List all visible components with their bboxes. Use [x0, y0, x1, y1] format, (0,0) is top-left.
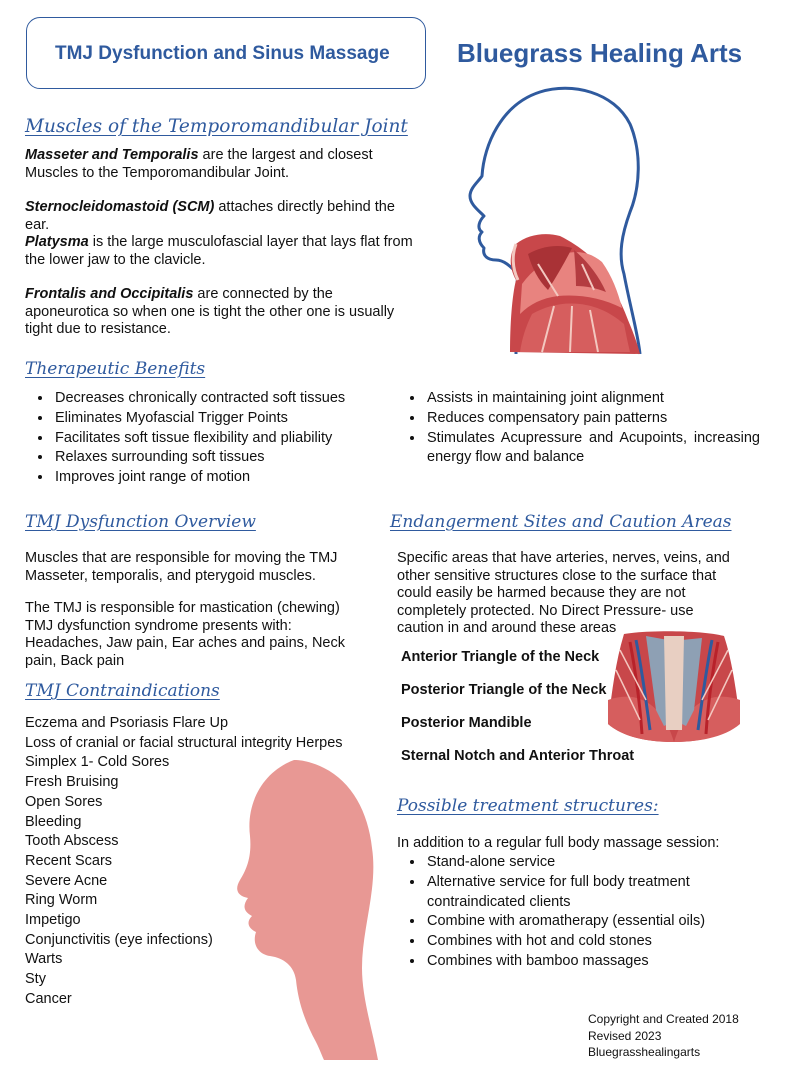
overview-paragraph-1: Muscles that are responsible for moving the TMJ Masseter, temporalis, and pterygoid muscles. [25, 550, 338, 584]
masseter-paragraph: Masseter and Temporalis are the largest and closest Muscles to the Temporomandibular Joint. [25, 147, 373, 181]
treatment-intro: In addition to a regular full body massage session: [397, 835, 720, 851]
overview-paragraph-2: The TMJ is responsible for mastication (chewing) TMJ dysfunction syndrome presents with: Headaches, Jaw pain, Ear aches and pains, Neck pain, Back pain [25, 600, 345, 669]
scm-term: Sternocleidomastoid (SCM) [25, 199, 215, 215]
treatment-heading: Possible treatment structures: [397, 796, 659, 816]
list-item: Cancer [25, 990, 72, 1007]
list-item: • Eliminates Myofascial Trigger Points [53, 409, 408, 429]
overview-heading: TMJ Dysfunction Overview [25, 512, 256, 532]
list-item: Loss of cranial or facial structural integrity Herpes [25, 734, 343, 751]
masseter-term: Masseter and Temporalis [25, 147, 199, 163]
list-item: • Combines with bamboo massages [425, 952, 745, 972]
list-item: • Facilitates soft tissue flexibility and pliability [53, 429, 408, 449]
list-item: Fresh Bruising [25, 774, 119, 791]
face-silhouette-illustration [212, 758, 382, 1062]
list-item: Sty [25, 971, 46, 988]
revised-line: Revised 2023 [588, 1028, 662, 1043]
muscles-section [25, 147, 420, 339]
website-line: Bluegrasshealingarts [588, 1045, 701, 1059]
list-item: Bleeding [25, 813, 82, 830]
list-item: • Stand-alone service [425, 853, 745, 873]
benefits-heading: Therapeutic Benefits [25, 359, 206, 379]
list-item: Ring Worm [25, 892, 98, 909]
list-item: • Relaxes surrounding soft tissues [53, 448, 408, 468]
contraindications-heading: TMJ Contraindications [25, 681, 220, 701]
list-item: Anterior Triangle of the Neck [401, 649, 600, 665]
list-item: Impetigo [25, 912, 81, 929]
list-item: • Assists in maintaining joint alignment [425, 389, 760, 409]
list-item: • Alternative service for full body treatment contraindicated clients [425, 873, 745, 913]
list-item: Eczema and Psoriasis Flare Up [25, 715, 229, 731]
list-item: Open Sores [25, 793, 103, 810]
frontalis-term: Frontalis and Occipitalis [25, 286, 194, 302]
list-item: • Decreases chronically contracted soft tissues [53, 389, 408, 409]
treatment-list [397, 853, 745, 972]
list-item: • Stimulates Acupressure and Acupoints, increasing energy flow and balance [425, 429, 760, 469]
list-item: Simplex 1- Cold Sores [25, 754, 170, 771]
list-item: • Improves joint range of motion [53, 468, 408, 488]
list-item: • Combines with hot and cold stones [425, 932, 745, 952]
muscles-heading: Muscles of the Temporomandibular Joint [25, 116, 408, 137]
title-box [26, 17, 426, 89]
benefits-list-right [397, 389, 760, 468]
endangerment-intro: Specific areas that have arteries, nerves, veins, and other sensitive structures close to the surface that could easily be harmed because they are not completely protected. No Direct Pressure- use caution in and around these areas [397, 550, 730, 636]
list-item: Recent Scars [25, 852, 113, 869]
list-item: • Combine with aromatherapy (essential oils) [425, 912, 745, 932]
platysma-term: Platysma [25, 234, 89, 250]
list-item: Sternal Notch and Anterior Throat [401, 748, 635, 764]
platysma-paragraph: Platysma is the large musculofascial layer that lays flat from the lower jaw to the clavicle. [25, 234, 413, 268]
brand-name: Bluegrass Healing Arts [457, 38, 743, 68]
copyright-line: Copyright and Created 2018 [588, 1012, 739, 1026]
list-item: Severe Acne [25, 872, 108, 889]
page-title: TMJ Dysfunction and Sinus Massage [55, 43, 390, 64]
benefits-list-left [25, 389, 408, 488]
scm-paragraph: Sternocleidomastoid (SCM) attaches directly behind the ear. [25, 199, 395, 233]
overview-section [25, 550, 360, 670]
frontalis-paragraph: Frontalis and Occipitalis are connected by the aponeurotica so when one is tight the other one is usually tight due to resistance. [25, 286, 395, 337]
copyright-block [588, 1011, 739, 1061]
neck-anatomy-illustration [606, 630, 742, 744]
list-item: Conjunctivitis (eye infections) [25, 931, 213, 948]
list-item: Warts [25, 951, 63, 968]
endangerment-heading: Endangerment Sites and Caution Areas [390, 512, 732, 532]
head-neck-muscles-illustration [462, 84, 642, 356]
list-item: Tooth Abscess [25, 833, 119, 850]
list-item: • Reduces compensatory pain patterns [425, 409, 760, 429]
list-item: Posterior Mandible [401, 715, 532, 731]
list-item: Posterior Triangle of the Neck [401, 682, 607, 698]
